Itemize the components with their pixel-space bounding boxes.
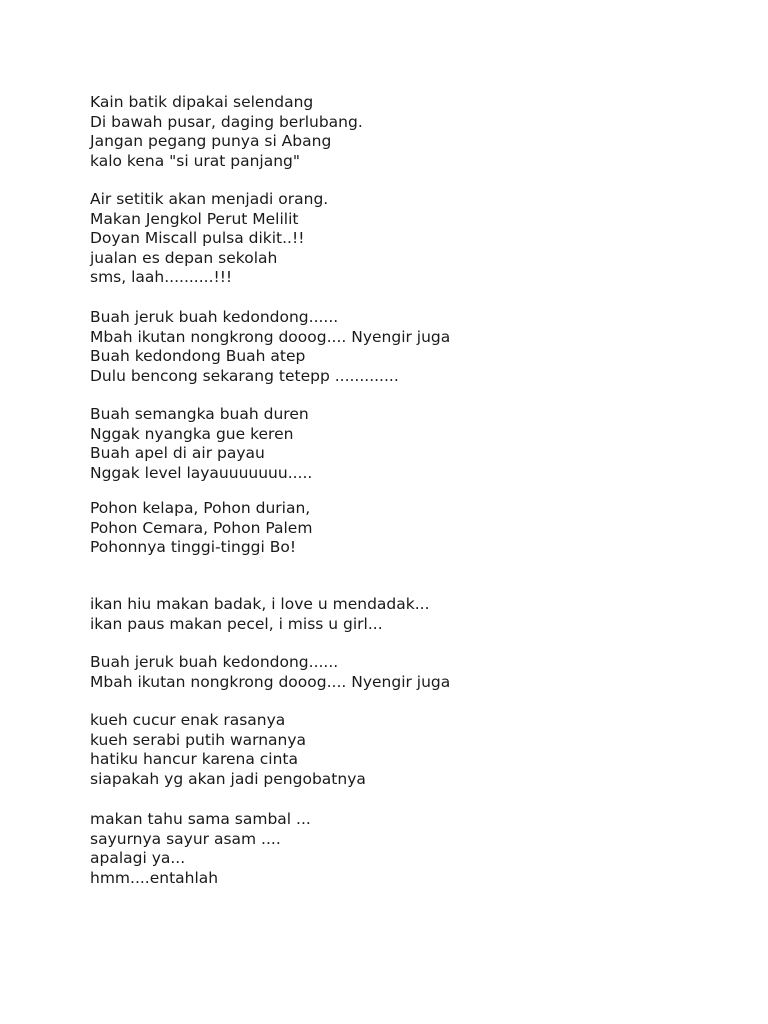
- poem-line: Kain batik dipakai selendang: [90, 93, 314, 111]
- poem-line: kueh cucur enak rasanya: [90, 711, 286, 729]
- poem-line: ikan hiu makan badak, i love u mendadak...: [90, 595, 430, 613]
- poem-line: jualan es depan sekolah: [90, 248, 278, 267]
- poem-line: Mbah ikutan nongkrong dooog.... Nyengir juga: [90, 327, 451, 346]
- poem-line: Dulu bencong sekarang tetepp .............: [90, 366, 399, 385]
- poem-line: makan tahu sama sambal ...: [90, 810, 311, 828]
- poem-line: kalo kena "si urat panjang": [90, 151, 301, 170]
- poem-line: Buah semangka buah duren: [90, 405, 309, 423]
- poem-line: Doyan Miscall pulsa dikit..!!: [90, 229, 305, 248]
- stanza-1: [90, 93, 363, 171]
- poem-line: Buah apel di air payau: [90, 444, 265, 463]
- stanza-3: [90, 308, 450, 386]
- stanza-5: [90, 499, 312, 558]
- stanza-2: [90, 190, 328, 288]
- poem-line: Di bawah pusar, daging berlubang.: [90, 112, 363, 131]
- poem-line: Nggak level layauuuuuuu.....: [90, 463, 313, 482]
- poem-line: Jangan pegang punya si Abang: [90, 132, 332, 151]
- poem-line: Nggak nyangka gue keren: [90, 424, 294, 443]
- poem-line: Pohon Cemara, Pohon Palem: [90, 518, 313, 537]
- poem-line: kueh serabi putih warnanya: [90, 730, 307, 749]
- poem-line: ikan paus makan pecel, i miss u girl...: [90, 614, 383, 633]
- poem-line: Buah kedondong Buah atep: [90, 347, 306, 366]
- poem-line: Air setitik akan menjadi orang.: [90, 190, 329, 208]
- stanza-4: [90, 405, 312, 483]
- poem-line: sayurnya sayur asam ....: [90, 829, 281, 848]
- poem-line: hmm....entahlah: [90, 868, 219, 887]
- poem-line: sms, laah..........!!!: [90, 268, 233, 287]
- stanza-8: [90, 711, 366, 789]
- poem-line: Buah jeruk buah kedondong......: [90, 308, 339, 326]
- poem-line: Makan Jengkol Perut Melilit: [90, 209, 299, 228]
- poem-line: Buah jeruk buah kedondong......: [90, 653, 339, 671]
- stanza-9: [90, 810, 311, 888]
- poem-line: Pohonnya tinggi-tinggi Bo!: [90, 538, 297, 557]
- stanza-7: [90, 653, 450, 692]
- stanza-6: [90, 595, 430, 634]
- poem-line: Mbah ikutan nongkrong dooog.... Nyengir juga: [90, 672, 451, 691]
- poem-line: Pohon kelapa, Pohon durian,: [90, 499, 311, 517]
- poem-line: hatiku hancur karena cinta: [90, 750, 298, 769]
- poem-line: apalagi ya...: [90, 849, 186, 868]
- poem-line: siapakah yg akan jadi pengobatnya: [90, 769, 366, 788]
